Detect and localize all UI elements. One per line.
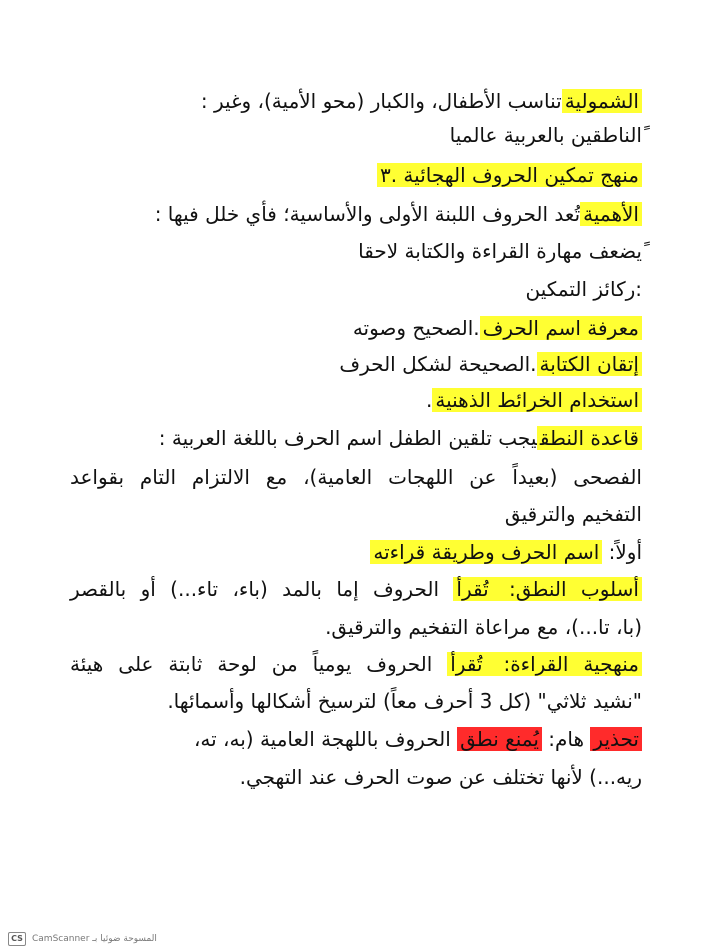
line-comprehensiveness bbox=[70, 84, 642, 118]
line-short-form: (با، تا...)، مع مراعاة التفخيم والترقيق. bbox=[325, 615, 642, 639]
highlight-comprehensiveness: الشمولية bbox=[562, 89, 642, 113]
line-text: الحروف إما بالمد (باء، تاء...) أو بالقصر bbox=[70, 577, 454, 601]
line-warning bbox=[70, 722, 642, 756]
warning-prohibited: يُمنع نطق bbox=[457, 727, 542, 751]
line-text: .الصحيحة لشكل الحرف bbox=[339, 352, 537, 376]
highlight-importance: الأهمية bbox=[580, 202, 642, 226]
line-text: تناسب الأطفال، والكبار (محو الأمية)، وغير : bbox=[200, 89, 562, 113]
highlight-section-3: منهج تمكين الحروف الهجائية .٣ bbox=[377, 163, 642, 187]
highlight-writing: إتقان الكتابة bbox=[537, 352, 643, 376]
line-text: الحروف باللهجة العامية (به، ته، bbox=[193, 727, 458, 751]
line-text: .الصحيح وصوته bbox=[352, 316, 480, 340]
highlight-read-daily: تُقرأ bbox=[447, 652, 500, 676]
camscanner-logo: CS bbox=[8, 932, 26, 946]
line-emphasis: التفخيم والترقيق bbox=[504, 502, 642, 526]
footer-text: CamScanner المسوحة ضوئيا بـ bbox=[32, 934, 157, 944]
line-importance bbox=[70, 197, 642, 231]
warning-label: تحذير bbox=[590, 727, 642, 751]
highlight-letter-name: معرفة اسم الحرف bbox=[480, 316, 642, 340]
line-text: هام: bbox=[541, 727, 591, 751]
line-weakens-skills: ًيضعف مهارة القراءة والكتابة لاحقا bbox=[358, 239, 642, 263]
pillar-mind-maps bbox=[70, 383, 642, 417]
highlight-pronunciation-style: أسلوب النطق: bbox=[506, 577, 642, 601]
line-text: يجب تلقين الطفل اسم الحرف باللغة العربية : bbox=[158, 426, 537, 450]
line-text: تُعد الحروف اللبنة الأولى والأساسية؛ فأي خلل فيها : bbox=[154, 202, 581, 226]
line-text: أولاً: bbox=[602, 540, 642, 564]
line-reading-method bbox=[70, 647, 642, 681]
highlight-reading-method: منهجية القراءة: bbox=[500, 652, 642, 676]
line-dialect-difference: ريه...) لأنها تختلف عن صوت الحرف عند التهجي. bbox=[239, 765, 642, 789]
line-triple-chant: "نشيد ثلاثي" (كل 3 أحرف معاً) لترسيخ أشكالها وأسمائها. bbox=[167, 689, 642, 713]
line-pillars: :ركائز التمكين bbox=[525, 277, 642, 301]
highlight-pronunciation-rule: قاعدة النطق bbox=[537, 426, 642, 450]
pillar-writing bbox=[70, 347, 642, 381]
scanner-footer bbox=[8, 932, 157, 946]
line-native-speakers: ًالناطقين بالعربية عالميا bbox=[449, 123, 642, 147]
line-pronunciation-style bbox=[70, 572, 642, 606]
highlight-read: تُقرأ bbox=[453, 577, 506, 601]
line-classical: الفصحى (بعيداً عن اللهجات العامية)، مع الالتزام التام بقواعد bbox=[70, 465, 642, 489]
line-text: الحروف يومياً من لوحة ثابتة على هيئة bbox=[70, 652, 448, 676]
pillar-letter-name bbox=[70, 311, 642, 345]
line-first bbox=[70, 535, 642, 569]
highlight-letter-reading: اسم الحرف وطريقة قراءته bbox=[370, 540, 602, 564]
line-pronunciation-rule bbox=[70, 421, 642, 455]
highlight-mind-maps: استخدام الخرائط الذهنية bbox=[432, 388, 642, 412]
line-text: . bbox=[426, 388, 433, 412]
section-heading-3 bbox=[70, 158, 642, 192]
